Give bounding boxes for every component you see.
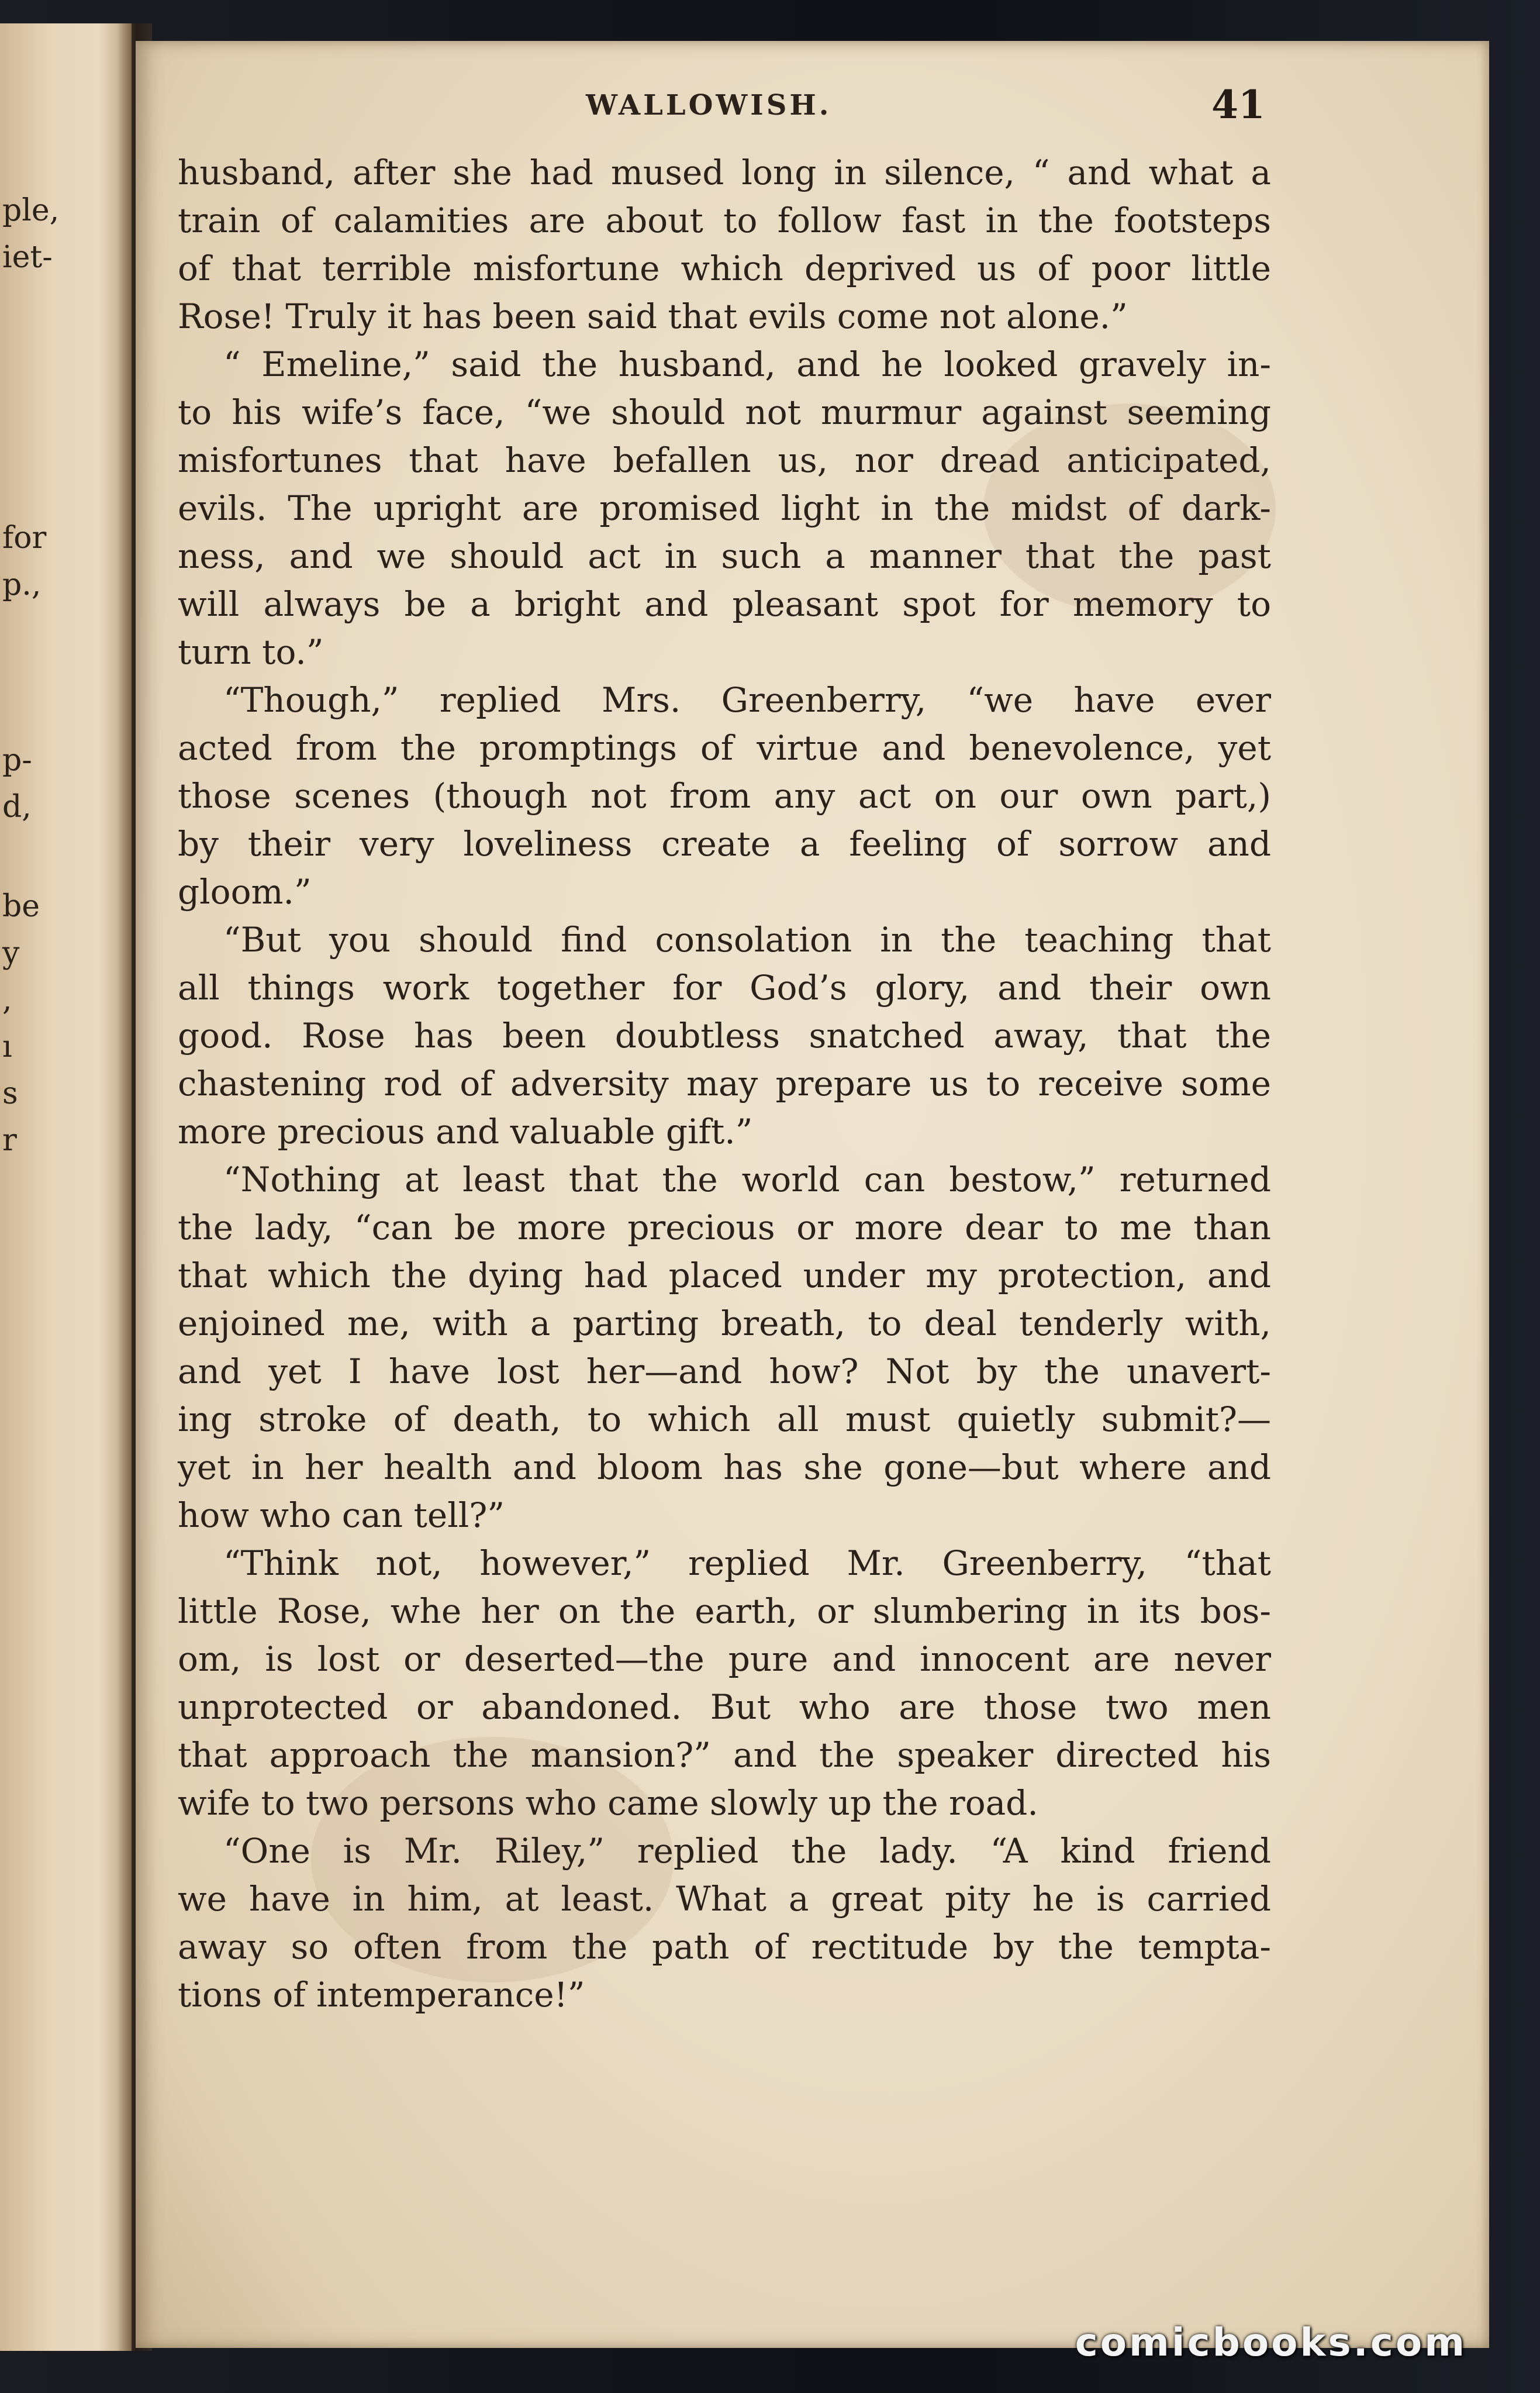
text-line: misfortunes that have befallen us, nor dread anticipated,	[178, 440, 1271, 480]
previous-page-fragment: ple,	[2, 193, 60, 228]
previous-page-fragment: s	[2, 1076, 18, 1111]
text-line: the lady, “can be more precious or more dear to me than	[178, 1208, 1271, 1247]
book-page	[136, 41, 1489, 2348]
text-line: those scenes (though not from any act on our own part,)	[178, 776, 1271, 816]
running-head	[136, 82, 1489, 136]
previous-page-fragment: ı	[2, 1029, 12, 1064]
text-line: train of calamities are about to follow fast in the footsteps	[178, 201, 1271, 240]
text-line: ing stroke of death, to which all must quietly submit?—	[178, 1399, 1271, 1439]
text-line: turn to.”	[178, 632, 324, 672]
previous-page-fragment: p-	[2, 743, 32, 778]
previous-page-fragment: r	[2, 1123, 17, 1158]
previous-page-fragment: p.,	[2, 567, 42, 602]
text-line: om, is lost or deserted—the pure and innocent are never	[178, 1639, 1271, 1679]
text-line: to his wife’s face, “we should not murmur against seeming	[178, 392, 1271, 432]
body-text	[178, 149, 1271, 2019]
text-line: of that terrible misfortune which deprived us of poor little	[178, 249, 1271, 288]
text-line: that which the dying had placed under my protection, and	[178, 1256, 1271, 1295]
previous-page-edge	[0, 23, 132, 2351]
text-line: how who can tell?”	[178, 1495, 505, 1535]
text-line: unprotected or abandoned. But who are those two men	[178, 1687, 1271, 1727]
text-line: wife to two persons who came slowly up the road.	[178, 1783, 1038, 1823]
text-line: “ Emeline,” said the husband, and he looked gravely in-	[223, 344, 1271, 384]
text-line: by their very loveliness create a feeling of sorrow and	[178, 824, 1271, 864]
text-line: little Rose, whe her on the earth, or slumbering in its bos-	[178, 1591, 1271, 1631]
text-line: “Nothing at least that the world can bestow,” returned	[223, 1160, 1271, 1199]
text-line: good. Rose has been doubtless snatched away, that the	[178, 1016, 1271, 1056]
previous-page-fragment: ,	[2, 982, 12, 1018]
text-line: will always be a bright and pleasant spot for memory to	[178, 584, 1271, 624]
previous-page-fragment: d,	[2, 789, 32, 825]
text-line: we have in him, at least. What a great pity he is carried	[178, 1879, 1271, 1919]
text-line: ness, and we should act in such a manner that the past	[178, 536, 1271, 576]
text-line: more precious and valuable gift.”	[178, 1112, 753, 1151]
previous-page-fragment: be	[2, 889, 40, 924]
page-number: 41	[1211, 82, 1265, 127]
previous-page-fragment: iet-	[2, 240, 53, 275]
text-line: enjoined me, with a parting breath, to deal tenderly with,	[178, 1304, 1271, 1343]
text-line: and yet I have lost her—and how? Not by the unavert-	[178, 1351, 1271, 1391]
text-line: away so often from the path of rectitude by the tempta-	[178, 1927, 1271, 1967]
text-line: evils. The upright are promised light in the midst of dark-	[178, 488, 1271, 528]
text-line: that approach the mansion?” and the speaker directed his	[178, 1735, 1271, 1775]
text-line: gloom.”	[178, 872, 312, 912]
text-line: all things work together for God’s glory, and their own	[178, 968, 1271, 1008]
text-line: tions of intemperance!”	[178, 1975, 585, 2015]
text-line: acted from the promptings of virtue and benevolence, yet	[178, 728, 1271, 768]
text-line: Rose! Truly it has been said that evils come not alone.”	[178, 296, 1128, 336]
text-line: “But you should find consolation in the teaching that	[223, 920, 1271, 960]
previous-page-fragment: y	[2, 936, 20, 971]
text-line: “Though,” replied Mrs. Greenberry, “we have ever	[223, 680, 1271, 720]
running-title: WALLOWISH.	[586, 89, 832, 122]
previous-page-fragment: for	[2, 520, 47, 556]
text-line: “One is Mr. Riley,” replied the lady. “A kind friend	[223, 1831, 1271, 1871]
text-line: yet in her health and bloom has she gone—but where and	[178, 1447, 1271, 1487]
watermark: comicbooks.com	[1075, 2320, 1467, 2365]
text-line: husband, after she had mused long in silence, “ and what a	[178, 153, 1271, 192]
text-line: chastening rod of adversity may prepare us to receive some	[178, 1064, 1271, 1104]
text-line: “Think not, however,” replied Mr. Greenberry, “that	[223, 1543, 1271, 1583]
